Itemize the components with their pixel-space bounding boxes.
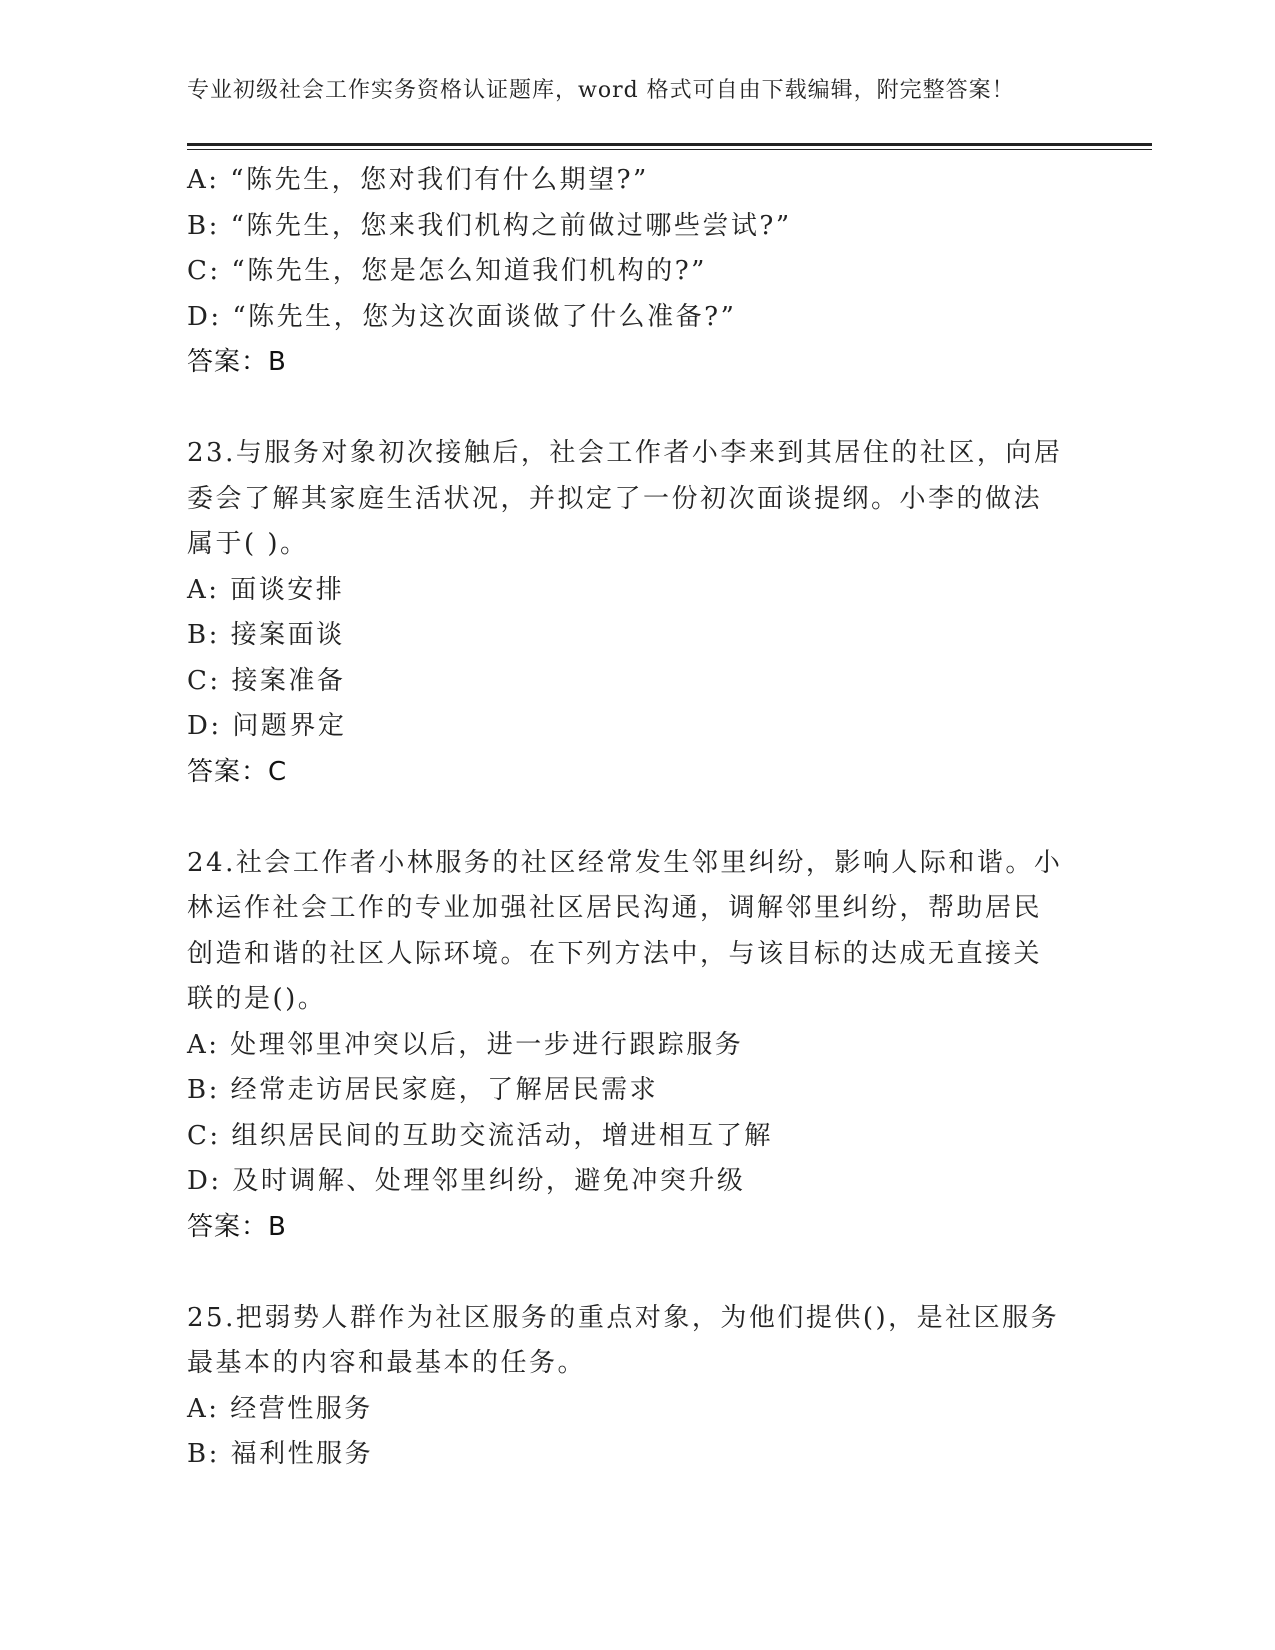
option-b: B: 接案面谈 [187, 620, 345, 650]
option-b: B: “陈先生，您来我们机构之前做过哪些尝试?” [187, 210, 792, 241]
option-d: D: “陈先生，您为这次面谈做了什么准备?” [187, 301, 737, 332]
header-divider-thick [187, 143, 1152, 146]
question-22-block [187, 158, 1087, 386]
question-25-block [187, 1296, 1087, 1478]
option-b: B: 福利性服务 [187, 1439, 374, 1469]
answer-line: 答案：B [187, 1211, 287, 1242]
header-divider-thin [187, 149, 1152, 150]
answer-line: 答案：B [187, 347, 287, 377]
option-a: A: 经营性服务 [187, 1393, 373, 1424]
option-a: A: “陈先生，您对我们有什么期望?” [187, 165, 649, 195]
question-stem-line: 25.把弱势人群作为社区服务的重点对象，为他们提供()，是社区服务 [187, 1302, 1060, 1333]
question-stem-line: 属于( )。 [187, 529, 309, 559]
option-c: C: “陈先生，您是怎么知道我们机构的?” [187, 256, 707, 286]
answer-line: 答案：C [187, 756, 288, 787]
option-c: C: 组织居民间的互助交流活动，增进相互了解 [187, 1120, 773, 1151]
option-d: D: 问题界定 [187, 711, 347, 741]
question-stem-line: 林运作社会工作的专业加强社区居民沟通，调解邻里纠纷，帮助居民 [187, 893, 1043, 923]
option-a: A: 处理邻里冲突以后，进一步进行跟踪服务 [187, 1029, 744, 1060]
question-stem-line: 23.与服务对象初次接触后，社会工作者小李来到其居住的社区，向居 [187, 438, 1063, 468]
question-stem-line: 创造和谐的社区人际环境。在下列方法中，与该目标的达成无直接关 [187, 938, 1043, 969]
question-23-block [187, 431, 1087, 795]
question-stem-line: 委会了解其家庭生活状况，并拟定了一份初次面谈提纲。小李的做法 [187, 483, 1043, 514]
question-stem-line: 24.社会工作者小林服务的社区经常发生邻里纠纷，影响人际和谐。小 [187, 847, 1063, 878]
question-stem-line: 联的是()。 [187, 984, 327, 1014]
question-24-block [187, 841, 1087, 1251]
option-c: C: 接案准备 [187, 665, 346, 696]
option-b: B: 经常走访居民家庭，了解居民需求 [187, 1075, 659, 1105]
option-a: A: 面谈安排 [187, 574, 345, 605]
option-d: D: 及时调解、处理邻里纠纷，避免冲突升级 [187, 1166, 746, 1196]
page-header: 专业初级社会工作实务资格认证题库，word 格式可自由下载编辑，附完整答案！ [187, 78, 1015, 103]
spacer [187, 1250, 1087, 1296]
spacer [187, 795, 1087, 841]
question-stem-line: 最基本的内容和最基本的任务。 [187, 1348, 587, 1378]
spacer [187, 386, 1087, 432]
question-content [187, 158, 1087, 1478]
